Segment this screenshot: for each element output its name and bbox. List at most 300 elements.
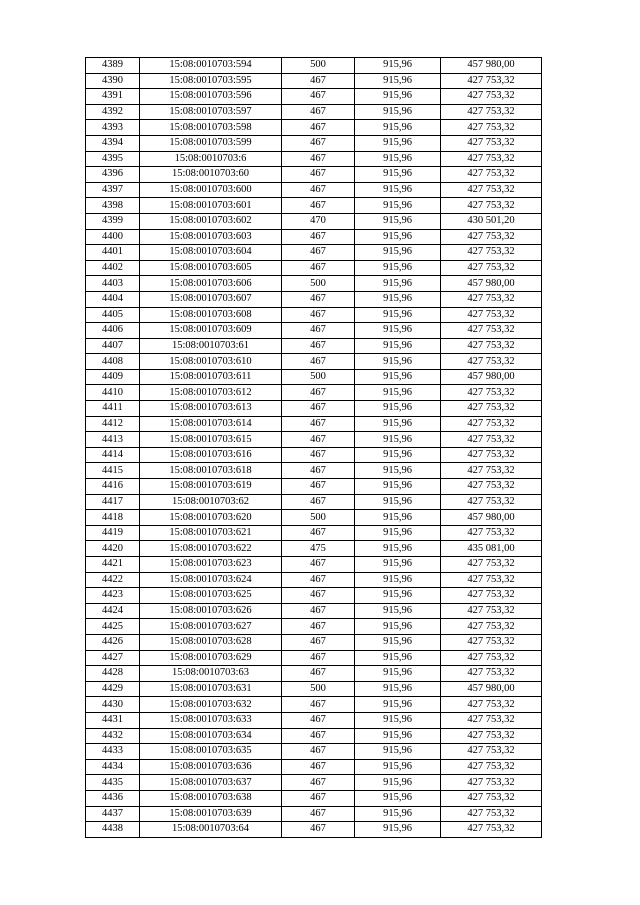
unit-price-cell: 915,96 bbox=[355, 151, 441, 167]
table-row bbox=[86, 525, 542, 541]
area-cell: 467 bbox=[282, 790, 355, 806]
total-value-cell: 427 753,32 bbox=[441, 338, 542, 354]
cadastral-number-cell: 15:08:0010703:625 bbox=[140, 588, 282, 604]
table-row bbox=[86, 213, 542, 229]
unit-price-cell: 915,96 bbox=[355, 416, 441, 432]
area-cell: 467 bbox=[282, 494, 355, 510]
row-number-cell: 4438 bbox=[86, 822, 140, 838]
table-row bbox=[86, 634, 542, 650]
total-value-cell: 427 753,32 bbox=[441, 588, 542, 604]
table-row bbox=[86, 369, 542, 385]
unit-price-cell: 915,96 bbox=[355, 681, 441, 697]
unit-price-cell: 915,96 bbox=[355, 245, 441, 261]
row-number-cell: 4432 bbox=[86, 728, 140, 744]
table-body bbox=[86, 58, 542, 838]
cadastral-number-cell: 15:08:0010703:596 bbox=[140, 89, 282, 105]
cadastral-number-cell: 15:08:0010703:599 bbox=[140, 135, 282, 151]
total-value-cell: 427 753,32 bbox=[441, 432, 542, 448]
area-cell: 475 bbox=[282, 541, 355, 557]
unit-price-cell: 915,96 bbox=[355, 744, 441, 760]
row-number-cell: 4407 bbox=[86, 338, 140, 354]
area-cell: 467 bbox=[282, 619, 355, 635]
total-value-cell: 435 081,00 bbox=[441, 541, 542, 557]
cadastral-number-cell: 15:08:0010703:629 bbox=[140, 650, 282, 666]
cadastral-number-cell: 15:08:0010703:615 bbox=[140, 432, 282, 448]
total-value-cell: 427 753,32 bbox=[441, 572, 542, 588]
row-number-cell: 4401 bbox=[86, 245, 140, 261]
unit-price-cell: 915,96 bbox=[355, 447, 441, 463]
area-cell: 467 bbox=[282, 354, 355, 370]
area-cell: 467 bbox=[282, 447, 355, 463]
area-cell: 467 bbox=[282, 307, 355, 323]
row-number-cell: 4431 bbox=[86, 712, 140, 728]
table-row bbox=[86, 650, 542, 666]
cadastral-table bbox=[85, 57, 542, 838]
total-value-cell: 427 753,32 bbox=[441, 790, 542, 806]
cadastral-number-cell: 15:08:0010703:638 bbox=[140, 790, 282, 806]
cadastral-number-cell: 15:08:0010703:633 bbox=[140, 712, 282, 728]
unit-price-cell: 915,96 bbox=[355, 822, 441, 838]
table-row bbox=[86, 447, 542, 463]
row-number-cell: 4403 bbox=[86, 276, 140, 292]
area-cell: 467 bbox=[282, 291, 355, 307]
area-cell: 467 bbox=[282, 666, 355, 682]
unit-price-cell: 915,96 bbox=[355, 697, 441, 713]
area-cell: 500 bbox=[282, 58, 355, 74]
total-value-cell: 427 753,32 bbox=[441, 634, 542, 650]
area-cell: 467 bbox=[282, 572, 355, 588]
cadastral-number-cell: 15:08:0010703:6 bbox=[140, 151, 282, 167]
unit-price-cell: 915,96 bbox=[355, 541, 441, 557]
table-row bbox=[86, 182, 542, 198]
area-cell: 500 bbox=[282, 681, 355, 697]
total-value-cell: 427 753,32 bbox=[441, 494, 542, 510]
table-row bbox=[86, 588, 542, 604]
cadastral-number-cell: 15:08:0010703:603 bbox=[140, 229, 282, 245]
unit-price-cell: 915,96 bbox=[355, 135, 441, 151]
table-row bbox=[86, 479, 542, 495]
total-value-cell: 427 753,32 bbox=[441, 135, 542, 151]
cadastral-number-cell: 15:08:0010703:598 bbox=[140, 120, 282, 136]
unit-price-cell: 915,96 bbox=[355, 790, 441, 806]
unit-price-cell: 915,96 bbox=[355, 806, 441, 822]
cadastral-number-cell: 15:08:0010703:634 bbox=[140, 728, 282, 744]
unit-price-cell: 915,96 bbox=[355, 182, 441, 198]
cadastral-number-cell: 15:08:0010703:627 bbox=[140, 619, 282, 635]
total-value-cell: 427 753,32 bbox=[441, 806, 542, 822]
total-value-cell: 427 753,32 bbox=[441, 666, 542, 682]
total-value-cell: 427 753,32 bbox=[441, 229, 542, 245]
unit-price-cell: 915,96 bbox=[355, 307, 441, 323]
area-cell: 467 bbox=[282, 557, 355, 573]
table-row bbox=[86, 291, 542, 307]
total-value-cell: 427 753,32 bbox=[441, 557, 542, 573]
unit-price-cell: 915,96 bbox=[355, 338, 441, 354]
table-row bbox=[86, 89, 542, 105]
total-value-cell: 430 501,20 bbox=[441, 213, 542, 229]
total-value-cell: 427 753,32 bbox=[441, 479, 542, 495]
total-value-cell: 427 753,32 bbox=[441, 728, 542, 744]
table-row bbox=[86, 151, 542, 167]
total-value-cell: 457 980,00 bbox=[441, 369, 542, 385]
row-number-cell: 4393 bbox=[86, 120, 140, 136]
area-cell: 467 bbox=[282, 525, 355, 541]
unit-price-cell: 915,96 bbox=[355, 401, 441, 417]
row-number-cell: 4395 bbox=[86, 151, 140, 167]
row-number-cell: 4406 bbox=[86, 323, 140, 339]
area-cell: 467 bbox=[282, 416, 355, 432]
table-row bbox=[86, 681, 542, 697]
row-number-cell: 4404 bbox=[86, 291, 140, 307]
row-number-cell: 4411 bbox=[86, 401, 140, 417]
table-row bbox=[86, 135, 542, 151]
total-value-cell: 427 753,32 bbox=[441, 822, 542, 838]
row-number-cell: 4437 bbox=[86, 806, 140, 822]
row-number-cell: 4435 bbox=[86, 775, 140, 791]
area-cell: 467 bbox=[282, 73, 355, 89]
unit-price-cell: 915,96 bbox=[355, 260, 441, 276]
area-cell: 467 bbox=[282, 151, 355, 167]
unit-price-cell: 915,96 bbox=[355, 369, 441, 385]
row-number-cell: 4418 bbox=[86, 510, 140, 526]
total-value-cell: 427 753,32 bbox=[441, 416, 542, 432]
table-row bbox=[86, 697, 542, 713]
total-value-cell: 427 753,32 bbox=[441, 245, 542, 261]
table-row bbox=[86, 619, 542, 635]
row-number-cell: 4422 bbox=[86, 572, 140, 588]
area-cell: 467 bbox=[282, 712, 355, 728]
table-row bbox=[86, 432, 542, 448]
unit-price-cell: 915,96 bbox=[355, 276, 441, 292]
cadastral-number-cell: 15:08:0010703:608 bbox=[140, 307, 282, 323]
row-number-cell: 4423 bbox=[86, 588, 140, 604]
row-number-cell: 4409 bbox=[86, 369, 140, 385]
table-row bbox=[86, 775, 542, 791]
total-value-cell: 427 753,32 bbox=[441, 151, 542, 167]
unit-price-cell: 915,96 bbox=[355, 463, 441, 479]
total-value-cell: 427 753,32 bbox=[441, 759, 542, 775]
table-row bbox=[86, 307, 542, 323]
unit-price-cell: 915,96 bbox=[355, 728, 441, 744]
row-number-cell: 4433 bbox=[86, 744, 140, 760]
area-cell: 500 bbox=[282, 369, 355, 385]
table-row bbox=[86, 494, 542, 510]
row-number-cell: 4430 bbox=[86, 697, 140, 713]
area-cell: 467 bbox=[282, 198, 355, 214]
cadastral-number-cell: 15:08:0010703:604 bbox=[140, 245, 282, 261]
cadastral-number-cell: 15:08:0010703:620 bbox=[140, 510, 282, 526]
cadastral-number-cell: 15:08:0010703:632 bbox=[140, 697, 282, 713]
table-row bbox=[86, 572, 542, 588]
table-row bbox=[86, 167, 542, 183]
table-row bbox=[86, 744, 542, 760]
unit-price-cell: 915,96 bbox=[355, 650, 441, 666]
cadastral-number-cell: 15:08:0010703:631 bbox=[140, 681, 282, 697]
row-number-cell: 4408 bbox=[86, 354, 140, 370]
total-value-cell: 427 753,32 bbox=[441, 260, 542, 276]
row-number-cell: 4397 bbox=[86, 182, 140, 198]
row-number-cell: 4413 bbox=[86, 432, 140, 448]
row-number-cell: 4402 bbox=[86, 260, 140, 276]
table-row bbox=[86, 541, 542, 557]
table-row bbox=[86, 385, 542, 401]
unit-price-cell: 915,96 bbox=[355, 666, 441, 682]
cadastral-number-cell: 15:08:0010703:614 bbox=[140, 416, 282, 432]
cadastral-number-cell: 15:08:0010703:64 bbox=[140, 822, 282, 838]
total-value-cell: 457 980,00 bbox=[441, 510, 542, 526]
area-cell: 467 bbox=[282, 650, 355, 666]
cadastral-number-cell: 15:08:0010703:616 bbox=[140, 447, 282, 463]
unit-price-cell: 915,96 bbox=[355, 634, 441, 650]
total-value-cell: 427 753,32 bbox=[441, 89, 542, 105]
cadastral-number-cell: 15:08:0010703:624 bbox=[140, 572, 282, 588]
total-value-cell: 427 753,32 bbox=[441, 463, 542, 479]
unit-price-cell: 915,96 bbox=[355, 385, 441, 401]
row-number-cell: 4426 bbox=[86, 634, 140, 650]
area-cell: 467 bbox=[282, 401, 355, 417]
row-number-cell: 4420 bbox=[86, 541, 140, 557]
table-row bbox=[86, 120, 542, 136]
total-value-cell: 427 753,32 bbox=[441, 182, 542, 198]
total-value-cell: 427 753,32 bbox=[441, 447, 542, 463]
unit-price-cell: 915,96 bbox=[355, 213, 441, 229]
table-row bbox=[86, 58, 542, 74]
cadastral-number-cell: 15:08:0010703:619 bbox=[140, 479, 282, 495]
table-row bbox=[86, 229, 542, 245]
area-cell: 467 bbox=[282, 603, 355, 619]
row-number-cell: 4389 bbox=[86, 58, 140, 74]
row-number-cell: 4400 bbox=[86, 229, 140, 245]
total-value-cell: 457 980,00 bbox=[441, 58, 542, 74]
cadastral-number-cell: 15:08:0010703:635 bbox=[140, 744, 282, 760]
area-cell: 467 bbox=[282, 806, 355, 822]
cadastral-number-cell: 15:08:0010703:601 bbox=[140, 198, 282, 214]
unit-price-cell: 915,96 bbox=[355, 291, 441, 307]
cadastral-number-cell: 15:08:0010703:60 bbox=[140, 167, 282, 183]
table-row bbox=[86, 463, 542, 479]
table-row bbox=[86, 245, 542, 261]
cadastral-number-cell: 15:08:0010703:611 bbox=[140, 369, 282, 385]
unit-price-cell: 915,96 bbox=[355, 104, 441, 120]
area-cell: 467 bbox=[282, 822, 355, 838]
area-cell: 467 bbox=[282, 89, 355, 105]
total-value-cell: 427 753,32 bbox=[441, 744, 542, 760]
cadastral-number-cell: 15:08:0010703:602 bbox=[140, 213, 282, 229]
unit-price-cell: 915,96 bbox=[355, 73, 441, 89]
total-value-cell: 427 753,32 bbox=[441, 775, 542, 791]
unit-price-cell: 915,96 bbox=[355, 323, 441, 339]
total-value-cell: 427 753,32 bbox=[441, 354, 542, 370]
table-row bbox=[86, 603, 542, 619]
row-number-cell: 4412 bbox=[86, 416, 140, 432]
area-cell: 500 bbox=[282, 510, 355, 526]
table-row bbox=[86, 276, 542, 292]
unit-price-cell: 915,96 bbox=[355, 354, 441, 370]
cadastral-number-cell: 15:08:0010703:606 bbox=[140, 276, 282, 292]
unit-price-cell: 915,96 bbox=[355, 603, 441, 619]
row-number-cell: 4414 bbox=[86, 447, 140, 463]
unit-price-cell: 915,96 bbox=[355, 432, 441, 448]
unit-price-cell: 915,96 bbox=[355, 619, 441, 635]
unit-price-cell: 915,96 bbox=[355, 58, 441, 74]
cadastral-number-cell: 15:08:0010703:63 bbox=[140, 666, 282, 682]
cadastral-number-cell: 15:08:0010703:637 bbox=[140, 775, 282, 791]
area-cell: 467 bbox=[282, 744, 355, 760]
table-row bbox=[86, 354, 542, 370]
row-number-cell: 4428 bbox=[86, 666, 140, 682]
area-cell: 467 bbox=[282, 260, 355, 276]
area-cell: 467 bbox=[282, 120, 355, 136]
cadastral-number-cell: 15:08:0010703:621 bbox=[140, 525, 282, 541]
row-number-cell: 4417 bbox=[86, 494, 140, 510]
table-row bbox=[86, 323, 542, 339]
cadastral-number-cell: 15:08:0010703:618 bbox=[140, 463, 282, 479]
cadastral-number-cell: 15:08:0010703:594 bbox=[140, 58, 282, 74]
cadastral-number-cell: 15:08:0010703:61 bbox=[140, 338, 282, 354]
row-number-cell: 4421 bbox=[86, 557, 140, 573]
cadastral-number-cell: 15:08:0010703:639 bbox=[140, 806, 282, 822]
unit-price-cell: 915,96 bbox=[355, 588, 441, 604]
unit-price-cell: 915,96 bbox=[355, 759, 441, 775]
total-value-cell: 427 753,32 bbox=[441, 401, 542, 417]
total-value-cell: 427 753,32 bbox=[441, 120, 542, 136]
total-value-cell: 427 753,32 bbox=[441, 385, 542, 401]
area-cell: 467 bbox=[282, 697, 355, 713]
table-row bbox=[86, 338, 542, 354]
total-value-cell: 427 753,32 bbox=[441, 167, 542, 183]
cadastral-number-cell: 15:08:0010703:600 bbox=[140, 182, 282, 198]
total-value-cell: 427 753,32 bbox=[441, 307, 542, 323]
row-number-cell: 4416 bbox=[86, 479, 140, 495]
area-cell: 467 bbox=[282, 588, 355, 604]
cadastral-number-cell: 15:08:0010703:628 bbox=[140, 634, 282, 650]
cadastral-number-cell: 15:08:0010703:636 bbox=[140, 759, 282, 775]
unit-price-cell: 915,96 bbox=[355, 510, 441, 526]
table-row bbox=[86, 666, 542, 682]
total-value-cell: 427 753,32 bbox=[441, 712, 542, 728]
cadastral-number-cell: 15:08:0010703:607 bbox=[140, 291, 282, 307]
cadastral-number-cell: 15:08:0010703:62 bbox=[140, 494, 282, 510]
table-row bbox=[86, 557, 542, 573]
row-number-cell: 4405 bbox=[86, 307, 140, 323]
cadastral-number-cell: 15:08:0010703:623 bbox=[140, 557, 282, 573]
table-row bbox=[86, 260, 542, 276]
table-row bbox=[86, 510, 542, 526]
cadastral-number-cell: 15:08:0010703:612 bbox=[140, 385, 282, 401]
row-number-cell: 4434 bbox=[86, 759, 140, 775]
row-number-cell: 4394 bbox=[86, 135, 140, 151]
cadastral-number-cell: 15:08:0010703:597 bbox=[140, 104, 282, 120]
total-value-cell: 427 753,32 bbox=[441, 697, 542, 713]
unit-price-cell: 915,96 bbox=[355, 229, 441, 245]
total-value-cell: 457 980,00 bbox=[441, 276, 542, 292]
row-number-cell: 4429 bbox=[86, 681, 140, 697]
total-value-cell: 427 753,32 bbox=[441, 525, 542, 541]
area-cell: 467 bbox=[282, 634, 355, 650]
unit-price-cell: 915,96 bbox=[355, 712, 441, 728]
row-number-cell: 4415 bbox=[86, 463, 140, 479]
total-value-cell: 427 753,32 bbox=[441, 650, 542, 666]
area-cell: 500 bbox=[282, 276, 355, 292]
row-number-cell: 4410 bbox=[86, 385, 140, 401]
unit-price-cell: 915,96 bbox=[355, 89, 441, 105]
row-number-cell: 4392 bbox=[86, 104, 140, 120]
table-row bbox=[86, 416, 542, 432]
area-cell: 467 bbox=[282, 432, 355, 448]
unit-price-cell: 915,96 bbox=[355, 525, 441, 541]
row-number-cell: 4396 bbox=[86, 167, 140, 183]
area-cell: 467 bbox=[282, 338, 355, 354]
area-cell: 467 bbox=[282, 728, 355, 744]
area-cell: 470 bbox=[282, 213, 355, 229]
total-value-cell: 427 753,32 bbox=[441, 73, 542, 89]
area-cell: 467 bbox=[282, 759, 355, 775]
cadastral-number-cell: 15:08:0010703:626 bbox=[140, 603, 282, 619]
unit-price-cell: 915,96 bbox=[355, 775, 441, 791]
area-cell: 467 bbox=[282, 135, 355, 151]
total-value-cell: 427 753,32 bbox=[441, 291, 542, 307]
area-cell: 467 bbox=[282, 385, 355, 401]
area-cell: 467 bbox=[282, 182, 355, 198]
unit-price-cell: 915,96 bbox=[355, 120, 441, 136]
cadastral-number-cell: 15:08:0010703:613 bbox=[140, 401, 282, 417]
row-number-cell: 4399 bbox=[86, 213, 140, 229]
table-row bbox=[86, 73, 542, 89]
cadastral-number-cell: 15:08:0010703:609 bbox=[140, 323, 282, 339]
total-value-cell: 457 980,00 bbox=[441, 681, 542, 697]
row-number-cell: 4424 bbox=[86, 603, 140, 619]
row-number-cell: 4425 bbox=[86, 619, 140, 635]
area-cell: 467 bbox=[282, 775, 355, 791]
total-value-cell: 427 753,32 bbox=[441, 619, 542, 635]
area-cell: 467 bbox=[282, 229, 355, 245]
area-cell: 467 bbox=[282, 245, 355, 261]
row-number-cell: 4390 bbox=[86, 73, 140, 89]
table-row bbox=[86, 822, 542, 838]
area-cell: 467 bbox=[282, 463, 355, 479]
table-row bbox=[86, 401, 542, 417]
unit-price-cell: 915,96 bbox=[355, 198, 441, 214]
cadastral-number-cell: 15:08:0010703:605 bbox=[140, 260, 282, 276]
total-value-cell: 427 753,32 bbox=[441, 104, 542, 120]
total-value-cell: 427 753,32 bbox=[441, 323, 542, 339]
area-cell: 467 bbox=[282, 167, 355, 183]
table-row bbox=[86, 728, 542, 744]
table-row bbox=[86, 712, 542, 728]
unit-price-cell: 915,96 bbox=[355, 557, 441, 573]
area-cell: 467 bbox=[282, 479, 355, 495]
row-number-cell: 4391 bbox=[86, 89, 140, 105]
unit-price-cell: 915,96 bbox=[355, 494, 441, 510]
table-row bbox=[86, 759, 542, 775]
area-cell: 467 bbox=[282, 323, 355, 339]
total-value-cell: 427 753,32 bbox=[441, 603, 542, 619]
row-number-cell: 4419 bbox=[86, 525, 140, 541]
table-row bbox=[86, 198, 542, 214]
cadastral-number-cell: 15:08:0010703:610 bbox=[140, 354, 282, 370]
unit-price-cell: 915,96 bbox=[355, 479, 441, 495]
unit-price-cell: 915,96 bbox=[355, 167, 441, 183]
row-number-cell: 4436 bbox=[86, 790, 140, 806]
total-value-cell: 427 753,32 bbox=[441, 198, 542, 214]
cadastral-number-cell: 15:08:0010703:622 bbox=[140, 541, 282, 557]
table-row bbox=[86, 104, 542, 120]
row-number-cell: 4427 bbox=[86, 650, 140, 666]
table-row bbox=[86, 806, 542, 822]
row-number-cell: 4398 bbox=[86, 198, 140, 214]
area-cell: 467 bbox=[282, 104, 355, 120]
unit-price-cell: 915,96 bbox=[355, 572, 441, 588]
